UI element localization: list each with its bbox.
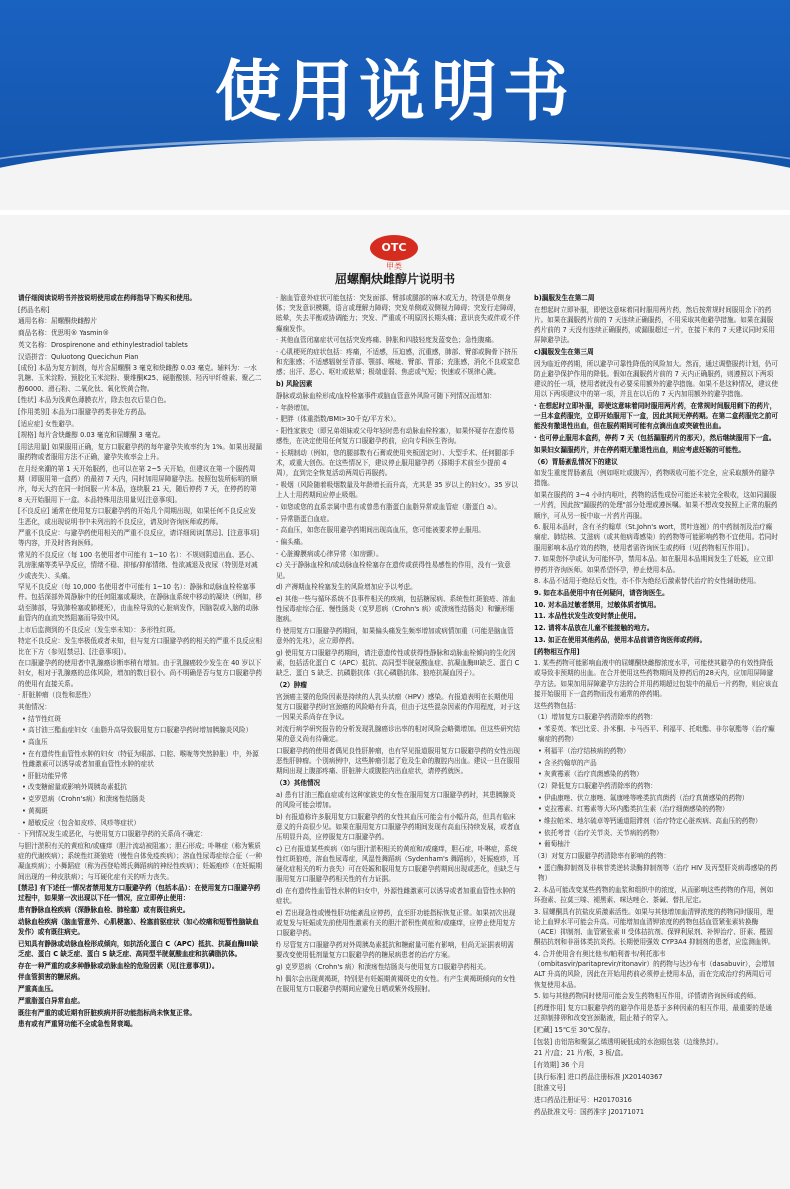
leaflet-paragraph: 商品名称：优思明® Yasmin® bbox=[18, 329, 110, 338]
leaflet-paragraph: · 下列情况发生或恶化，与使用复方口服避孕药的关系尚不确定： bbox=[18, 830, 207, 839]
leaflet-paragraph: 严重脂蛋白异常血症。 bbox=[18, 996, 84, 1005]
leaflet-paragraph: 1. 某些药物可能影响血液中的屈螺酮炔雌醇浓度水平，可能使其避孕的有效性降低或导致非预期的出血。在合并使用这些药物期间及停药后的28天内，应加用屏障避孕方法。如果加用屏障避孕方法的合并用药期超过包装中的最后一片药物，则应该直接开始服用下一盒药物而没有通常的停药期。 bbox=[534, 659, 778, 698]
leaflet-paragraph: • 依托考昔（治疗关节炎、关节病的药物） bbox=[534, 828, 778, 838]
leaflet-title: 屈螺酮炔雌醇片说明书 bbox=[334, 272, 455, 286]
leaflet-paragraph: 既往有严重的或近期有肝脏疾病并肝功能指标尚未恢复正常。 bbox=[18, 1008, 197, 1017]
leaflet-paragraph: 患有或有严重肾功能不全或急性肾衰竭。 bbox=[18, 1020, 137, 1029]
leaflet-paragraph: [不良反应] 通常在使用复方口服避孕药的开始几个周期出现，如果任何不良反应发生恶化，或出现说明书中未列出的不良反应，请及时咨询医师或药师。 bbox=[18, 507, 257, 526]
leaflet-paragraph: - 如您或您的直系亲属中患有或曾患有脂蛋白血脂异常或血管症（脂蛋白 a）。 bbox=[276, 502, 501, 511]
leaflet-paragraph: d) 产褥期血栓栓塞发生的风险增加应予以考虑。 bbox=[276, 583, 417, 592]
leaflet-paragraph: 严重高血压。 bbox=[18, 985, 58, 994]
leaflet-paragraph: 5. 如与其他药物同时使用可能会发生药物相互作用，详情请咨询医师或药师。 bbox=[534, 992, 760, 1001]
leaflet-paragraph: [适应症] 女性避孕。 bbox=[18, 419, 78, 428]
leaflet-paragraph: （3）其他情况 bbox=[276, 778, 321, 787]
leaflet-paragraph: · 脑血管意外症状可能包括：突发面部、臂部或腿部的麻木或无力，特别是单侧身体；突发意识模糊，语言或理解力障碍；突发单侧或双侧视力障碍；突发行走障碍，眩晕，失去平衡或协调能力；突发、严重或不明原因长期头痛；意识丧失或伴或不伴癫痫发作。 bbox=[276, 294, 520, 333]
leaflet-paragraph: 已知具有静脉或动脉血栓形成倾向，如抗活化蛋白 C（APC）抵抗、抗凝血酶III缺乏症、蛋白 C 缺乏症、蛋白 S 缺乏症、高同型半胱氨酸血症和抗磷脂抗体。 bbox=[18, 939, 259, 958]
leaflet-paragraph: • 苯妥英、苯巴比妥、扑米酮、卡马西平、利福平、托吡酯、非尔氨酯等（治疗癫痫症的药物） bbox=[534, 724, 778, 744]
leaflet-paragraph: c) 已有报道某些疾病（如与胆汁淤积相关的黄疸和/或瘙痒，胆石症，卟啉症，系统性红斑狼疮，溶血性尿毒症，风湿性舞蹈病（Sydenham's 舞蹈病），妊娠疱疹，耳硬化症相关的听力丧失）可在妊娠和服用复方口服避孕药期间出现或恶化，但缺乏与服用复方口服避孕药相关性的有力证据。 bbox=[276, 844, 520, 884]
leaflet-column-1 bbox=[18, 293, 262, 1173]
leaflet-paragraph: 常见的不良反应（每 100 名使用者中可能有 1~10 名）：不规则阴道出血、恶心、乳房胀痛等类早孕反应，情绪不稳、抑郁/抑郁情绪、性欲减退及夜尿（特别是对减少或丧失）、头痛。 bbox=[18, 551, 259, 580]
leaflet-paragraph: g) 克罗恩病（Crohn's 病）和溃疡性结肠炎与使用复方口服避孕药相关。 bbox=[276, 962, 490, 971]
leaflet-paragraph: 在月经来潮的第 1 天开始服药，也可以在第 2~5 天开始，但建议在第一个服药周期（即服用第一盒药）的最初 7 天内，同时加用屏障避孕法。按照包装所标明的顺序，每天大约在同一时间服一片本品，连续服 21 天，随后停药 7 天，在停药的第 8 天开始服用下一盒。本品特殊用法用量见[注意事项]。 bbox=[18, 465, 258, 504]
leaflet-paragraph: - 肥胖（体重指数/BMI>30千克/平方米）。 bbox=[276, 415, 401, 424]
leaflet-paragraph: 如果在服药的 3~4 小时内呕吐，药物的活性成份可能还未被完全吸收，这如同漏服一片药，因此按"漏服药的处理"部分处理或遵医嘱。如果不想改变按照上正常的服药顺序，可从另一板中取一片药片再服。 bbox=[534, 491, 778, 520]
leaflet-paragraph: - 异常脂蛋白血症。 bbox=[276, 514, 334, 523]
leaflet-paragraph: 进口药品注册证号：H20170316 bbox=[534, 1096, 632, 1105]
leaflet-paragraph: [包装] 由铝箔和聚氯乙烯透明硬低成的水泡眼包装（边缘热封）。 bbox=[534, 1037, 723, 1046]
leaflet-paragraph: 与胆汁淤积有关的黄疸和/或瘙痒（胆汁流动被阻塞）；胆石形成；卟啉症（称为紫质症的代谢疾病）；系统性红斑狼疮（慢性自体免疫疾病）；溶血性尿毒症综合征（一种凝血疾病）；小舞蹈症（称为西登哈姆氏舞蹈病的神经性疾病）；妊娠疱疹（在妊娠期间出现的一种皮肤病）；与耳硬化症有关的听力丧失。 bbox=[18, 841, 262, 881]
leaflet-paragraph: 宫颈癌主要的危险因素是持续的人乳头状瘤（HPV）感染。有报道表明在长期使用复方口服避孕药时宫颈癌的风险略有升高，但由于这些混杂因素的作用程度，对于这一因果关系尚存在争议。 bbox=[276, 692, 520, 722]
leaflet-paragraph: [成份] 本品为复方制剂，每片含屈螺酮 3 毫克和炔雌醇 0.03 毫克。辅料为：一水乳糖、玉米淀粉、预胶化玉米淀粉、聚维酮K25、硬脂酸镁、羟丙甲纤维素、聚乙二醇6000、滑石粉、二氧化钛、氧化铁黄合物。 bbox=[18, 364, 262, 393]
leaflet-paragraph: - 长期制动（例如，您的腿部数有石膏或使用夹板固定时）、大型手术、任何腿部手术，或重大创伤。在这些情况下，建议停止服用避孕药（择期手术前至少提前 4 周），直到完全恢复活动两周后再服药。 bbox=[276, 448, 515, 478]
leaflet-paragraph: 8. 本品不适用于绝经后女性，亦不作为绝经后激素替代治疗的女性辅助使用。 bbox=[534, 577, 760, 586]
leaflet-paragraph: c) 关于静脉血栓和/或动脉血栓栓塞存在遗传或获得性易感性的作用，没有一致意见。 bbox=[276, 561, 511, 580]
leaflet-paragraph: 4. 合并使用含有奥比他韦/帕利普韦/利托那韦（ombitasvir/paritaprevir/ritonavir）的药物与达沙布韦（dasabuvir），会增加 ALT 升高的风险，因此在开始用药前必须停止使用本品，而在完成治疗约两周后可恢复使用本品。 bbox=[534, 949, 775, 989]
leaflet-paragraph: - 心脏瓣膜病或心律异常（如房颤）。 bbox=[276, 549, 383, 558]
leaflet-paragraph: 2. 本品可能改变某些药物的血浆和组织中的浓度，从而影响这些药物的作用，例如环孢素、拉莫三嗪、褪黑素、咪达唑仑、茶碱、替扎尼定。 bbox=[534, 885, 774, 904]
otc-badge: OTC bbox=[370, 235, 418, 261]
leaflet-paragraph: 动脉血栓疾病（脑血管意外、心肌梗塞）、栓塞前驱症状（如心绞痛和短暂性脑缺血发作）或有既往病史。 bbox=[18, 917, 259, 937]
leaflet-paragraph: 如发生重度胃肠紊乱（例如呕吐或腹泻），药物吸收可能不完全，应采取额外的避孕措施。 bbox=[534, 469, 775, 488]
leaflet-paragraph: 口服避孕药的使用者偶见良性肝肿瘤，也有罕见报道服用复方口服避孕药的女性出现恶性肝肿瘤。个别病例中，这些肿瘤引起了危及生命的腹腔内出血。建议一旦在服用期间出现上腹部疼痛、肝脏肿大或腹腔内出血症状，请停药就医。 bbox=[276, 746, 520, 776]
leaflet-paragraph: - 吸烟（风险随着吸烟数量及年龄增长而升高，尤其是 35 岁以上的妇女）。35 岁以上人士用药期间应停止吸烟。 bbox=[276, 480, 518, 500]
leaflet-paragraph: · 肝脏肿瘤（良性和恶性） bbox=[18, 691, 95, 700]
leaflet-paragraph: • 伊曲康唑、伏立康唑、氟康唑等唑类抗真菌药（治疗真菌感染的药物） bbox=[534, 793, 778, 803]
leaflet-paragraph: • 灰黄霉素（治疗真菌感染的药物） bbox=[534, 769, 778, 779]
leaflet-paragraph: • 维拉帕米、地尔硫卓等钙通道阻滞剂（治疗特定心脏疾病、高血压的药物） bbox=[534, 816, 778, 826]
leaflet-paragraph: - 偏头痛。 bbox=[276, 537, 307, 546]
leaflet-paragraph: 其他情况： bbox=[18, 703, 51, 712]
leaflet-paragraph: - 阳性家族史（即兄弟姐妹或父母年轻时患有动脉血栓栓塞），如果怀疑存在遗传易感性，在决定使用任何复方口服避孕药前，应向专科医生咨询。 bbox=[276, 426, 515, 446]
leaflet-paragraph: • 高甘油三酯血症妇女（血脂升高导致服用复方口服避孕药时增加胰腺炎风险） bbox=[18, 725, 262, 735]
leaflet-paragraph: • 黄褐斑 bbox=[18, 806, 262, 816]
leaflet-paragraph: a) 患有甘油三酯血症或有这种家族史的女性在服用复方口服避孕药时，其患胰腺炎的风险可能会增加。 bbox=[276, 790, 516, 809]
leaflet-paragraph: 11. 本品性状发生改变时禁止使用。 bbox=[534, 612, 641, 621]
leaflet-paragraph: 6. 服用本品时，含有圣约翰草（St.John's wort，贯叶连翘）的中药制剂及治疗癫痫症、肺结核、艾滋病（或其他病毒感染）的药物等可能影响药物不宜使用。若同时服用影响本品疗效的药物，使用者需咨询医生或药师（见[药物相互作用]）。 bbox=[534, 523, 778, 552]
leaflet-paragraph: 7. 如果您怀孕或认为可能怀孕，禁用本品。如在服用本品期间发生了妊娠，应立即停药并咨询医师。如果希望怀孕，停止使用本品。 bbox=[534, 555, 774, 574]
leaflet-paragraph: 存在一种严重的或多种静脉或动脉血栓的危险因素（见[注意事项]）。 bbox=[18, 961, 219, 970]
leaflet-paragraph: f) 使用复方口服避孕药期间，如果偏头痛发生频率增加或病情加重（可能是脑血管意外的先兆），应立即停药。 bbox=[276, 627, 514, 646]
leaflet-paragraph: [用法用量] 如果服用正确，复方口服避孕药的每年避孕失败率约为 1%。如果出现漏服药物或者服用方法不正确，避孕失败率会上升。 bbox=[18, 443, 262, 462]
leaflet-paragraph: [药物相互作用] bbox=[534, 647, 580, 656]
leaflet-paragraph: 伴血管损害的糖尿病。 bbox=[18, 973, 84, 982]
leaflet-paragraph: e) 若出现急性或慢性肝功能紊乱应停药，直至肝功能指标恢复正常。如果初次出现或复发与妊娠或先前使用性激素有关的胆汁淤积性黄疸和/或瘙痒，应停止使用复方口服避孕药。 bbox=[276, 908, 516, 938]
leaflet-paragraph: · 也可停止服用本盒药，停药 7 天（包括漏服药片的那天），然后继续服用下一盒。 bbox=[534, 434, 776, 443]
leaflet-paragraph: 9. 如在本品使用中有任何疑问，请咨询医生。 bbox=[534, 588, 669, 597]
leaflet-columns bbox=[18, 293, 778, 1173]
leaflet-paragraph: g) 使用复方口服避孕药期间，请注意遗传性或获得性静脉和动脉血栓倾向的生化因素，包括活化蛋白 C（APC）抵抗、高同型半胱氨酸血症、抗凝血酶III缺乏、蛋白 C 缺乏、蛋白 S 缺乏、抗磷脂抗体（抗心磷脂抗体、狼疮抗凝血因子）。 bbox=[276, 649, 520, 678]
leaflet-paragraph: 在口服避孕药的使用者中乳腺癌诊断率稍有增加。由于乳腺癌较少发生在 40 岁以下妇女，相对于乳腺癌的总体风险，增加的数目很小。尚不明确是否与复方口服避孕药的使用有直接关系。 bbox=[18, 659, 262, 688]
banner-title: 使用说明书 bbox=[215, 53, 575, 130]
leaflet-paragraph: 21 片/盒；21 片/板，3 板/盒。 bbox=[534, 1049, 628, 1058]
leaflet-paragraph: • 克拉霉素、红霉素等大环内酯类抗生素（治疗细菌感染的药物） bbox=[534, 804, 778, 814]
leaflet-paragraph: [作用类别] 本品为口服避孕药类非处方药品。 bbox=[18, 408, 151, 417]
leaflet-paragraph: [贮藏] 15℃至 30℃保存。 bbox=[534, 1025, 615, 1034]
leaflet-paragraph: f) 尽管复方口服避孕药对外周胰岛素抵抗和糖耐量可能有影响，但尚无证据表明需要改变使用低剂量复方口服避孕药的糖尿病患者的治疗方案。 bbox=[276, 940, 514, 960]
leaflet-paragraph: 对流行病学研究报告的分析发现乳腺癌诊出率的相对风险会略微增加。但这些研究结果的意义尚有待确定。 bbox=[276, 724, 520, 744]
leaflet-column-2 bbox=[276, 293, 520, 1173]
leaflet-paragraph: [性状] 本品为浅黄色薄膜衣片，除去包衣后显白色。 bbox=[18, 396, 171, 405]
leaflet-paragraph: • 超敏反应（包含如皮疹、风疹等症状） bbox=[18, 818, 262, 828]
leaflet-paragraph: • 高血压 bbox=[18, 737, 262, 747]
leaflet-paragraph: （3）对复方口服避孕药清除率有影响的药物： bbox=[534, 852, 671, 861]
leaflet-sheet bbox=[0, 215, 790, 1189]
leaflet-paragraph: [有效期] 36 个月 bbox=[534, 1061, 585, 1070]
banner-wave bbox=[0, 140, 790, 210]
leaflet-paragraph: • 含圣约翰草的产品 bbox=[534, 758, 778, 768]
leaflet-paragraph: e) 其他一些与循环系统不良事件相关的疾病，包括糖尿病、系统性红斑狼疮、溶血性尿毒症综合征、慢性肠炎（克罗恩病（Crohn's 病）或溃疡性结肠炎）和镰形细胞病。 bbox=[276, 594, 516, 624]
leaflet-paragraph: 汉语拼音：Quluotong Quecichun Pian bbox=[18, 352, 139, 361]
leaflet-paragraph: （2）降低复方口服避孕药清除率的药物： bbox=[534, 781, 657, 790]
leaflet-paragraph: b) 有报道称许多服用复方口服避孕药的女性其血压可能会有小幅升高，但具有临床意义的升高很少见。如果在服用复方口服避孕药期间发现有高血压持续发展，或者血压明显升高，应停服复方口服避孕药。 bbox=[276, 812, 520, 841]
leaflet-paragraph: 患有静脉血栓疾病（深静脉血栓、肺栓塞）或有既往病史。 bbox=[18, 906, 190, 915]
leaflet-paragraph: 通用名称：屈螺酮炔雌醇片 bbox=[18, 317, 98, 326]
leaflet-paragraph: 英文名称：Drospirenone and ethinylestradiol tablets bbox=[18, 340, 188, 349]
leaflet-paragraph: [执行标准] 进口药品注册标准 JX20140367 bbox=[534, 1072, 663, 1081]
leaflet-paragraph: 10. 对本品过敏者禁用，过敏体质者慎用。 bbox=[534, 600, 661, 609]
leaflet-paragraph: • 在有遗传性血管性水肿的妇女（特征为眼部、口腔、喉咙等突然肿胀）中，外源性雌激素可以诱导或者加重血管性水肿的症状 bbox=[18, 749, 262, 769]
leaflet-paragraph: （6）胃肠紊乱情况下的建议 bbox=[534, 457, 618, 466]
leaflet-paragraph: 3. 屈螺酮具有抗盐皮质激素活性。如果与其他增加血清钾浓度的药物同时服用，理论上血钾水平可能会升高。可能增加血清钾浓度的药物包括血管紧张素转换酶（ACE）抑制剂、血管紧张素 II 受体拮抗剂、保钾利尿剂、补钾治疗、肝素、醛固酮拮抗剂和非甾体类抗炎药。长期使用强效 CYP3A4 抑制剂的患者，应监测血钾。 bbox=[534, 907, 775, 947]
leaflet-paragraph: （2）肿瘤 bbox=[276, 681, 307, 690]
leaflet-paragraph: 罕见不良反应（每 10,000 名使用者中可能有 1~10 名）：静脉和动脉血栓栓塞事件。包括深部外周静脉中的任何阻塞或凝块，在静脉血系统中移动的凝块（例如，移动至肺部，导致肺栓塞或肺梗死），由血栓导致的心脏病发作，因脑裂或入脑的动脉血管内的血流突然阻塞而导致中风。 bbox=[18, 583, 262, 622]
leaflet-paragraph: 因为临近停药期，所以避孕可靠性降低的风险加大。然而，通过调整服药计划，仍可防止避孕保护作用的降低。假如在漏服药片前的 7 天内正确服药，则遵照以下两项建议的任一项，使用者就没有必要采用额外的避孕措施。如果不是这种情况，建议使用以下两项建议中的第一项，并且在以后的 7 天内加用额外的避孕措施。 bbox=[534, 359, 778, 399]
leaflet-paragraph: • 利福平（治疗结核病的药物） bbox=[534, 746, 778, 756]
leaflet-paragraph: - 年龄增加。 bbox=[276, 403, 314, 412]
leaflet-paragraph: c)漏服发生在第三周 bbox=[534, 348, 594, 357]
leaflet-paragraph: [禁忌] 有下述任一情况者禁用复方口服避孕药（包括本品）：在使用复方口服避孕药过程中，如果第一次出现以下任一情况，应立即停止使用： bbox=[18, 884, 261, 903]
header-banner bbox=[0, 0, 790, 210]
leaflet-paragraph: 上市后监测到的不良反应（发生率未知）：多形性红斑。 bbox=[18, 625, 180, 634]
leaflet-paragraph: [药品名称] bbox=[18, 305, 50, 314]
leaflet-paragraph: 13. 如正在使用其他药品，使用本品前请咨询医师或药师。 bbox=[534, 635, 707, 644]
leaflet-paragraph: （1）增加复方口服避孕药清除率的药物： bbox=[534, 713, 657, 722]
leaflet-paragraph: • 肝脏功能异常 bbox=[18, 771, 262, 781]
leaflet-paragraph: • 克罗恩病（Crohn's病）和溃疡性结肠炎 bbox=[18, 794, 262, 804]
leaflet-paragraph: 静脉或动脉血栓形成/血栓栓塞事件或脑血管意外风险可随下列情况而增加： bbox=[276, 391, 496, 400]
leaflet-paragraph: · 其他血管闭塞症状可包括突发疼痛、肿胀和四肢轻度发蓝变色；急性腹痛。 bbox=[276, 336, 498, 345]
leaflet-paragraph: 12. 请将本品放在儿童不能接触的地方。 bbox=[534, 624, 654, 633]
leaflet-paragraph: 请仔细阅读说明书并按说明使用或在药师指导下购买和使用。 bbox=[18, 294, 197, 302]
leaflet-paragraph: 这些药物包括： bbox=[534, 701, 581, 710]
leaflet-paragraph: · 在想起时立即补服，即使这意味着同时服用两片药，在常规时间服用剩下的药片，一旦本盒药服完，立即开始服用下一盒，因此其间无停药期。在第二盒药服完之前可能没有撤退性出血，但在服药期间可能有点滴出血或突破性出血。 bbox=[534, 402, 778, 431]
leaflet-paragraph: 在想起时立即补服，即使这意味着同时服用两片药，然后按常规时间服用余下的药片。如果在漏服药片前的 7 天连续正确服药，不用采取其他避孕措施。如果在漏服药片前的 7 天没有连续正确服药，或漏服超过一片，在接下来的 7 天建议同时采用屏障避孕法。 bbox=[534, 305, 775, 345]
leaflet-paragraph: · 心肌梗死的症状包括：疼痛，不适感，压迫感，沉重感，肺部、臂部或胸骨下挤压和充胀感；不适感辐射至背部、颚部、喉咙、臂部、胃部；充胀感，消化不良或窒息感；出汗、恶心、呕吐或眩晕；极端虚弱、焦虑或气短；快速或不规律心跳。 bbox=[276, 348, 520, 377]
leaflet-paragraph: [批准文号] bbox=[534, 1084, 566, 1093]
leaflet-paragraph: • 葡萄柚汁 bbox=[534, 839, 778, 849]
leaflet-paragraph: • 蛋白酶抑制剂及非核苷类逆转录酶抑制剂等（治疗 HIV 及丙型肝炎病毒感染的药物） bbox=[534, 863, 778, 883]
leaflet-paragraph: b) 风险因素 bbox=[276, 380, 313, 389]
leaflet-paragraph: 特定不良反应：发生率极低或者未知，但与复方口服避孕药的相关的严重不良反应相比在下方（参见[禁忌]、[注意事项]）。 bbox=[18, 637, 262, 656]
leaflet-paragraph: h) 偶尔会出现黄褐斑，特别是有妊娠期黄褐斑史的女性。有产生黄褐斑倾向的女性在服用复方口服避孕药期间应避免日晒或紫外线照射。 bbox=[276, 974, 516, 993]
leaflet-paragraph: • 改变糖耐量或影响外周胰岛素抵抗 bbox=[18, 782, 262, 792]
leaflet-paragraph: 药品批准文号：国药准字 J20171071 bbox=[534, 1107, 645, 1116]
leaflet-paragraph: d) 在有遗传性血管性水肿的妇女中，外源性雌激素可以诱导或者加重血管性水肿的症状。 bbox=[276, 886, 516, 906]
leaflet-paragraph: 如果妇女漏服药片，并在停药期无撤退性出血，则应考虑妊娠的可能性。 bbox=[534, 445, 745, 454]
leaflet-paragraph: 严重不良反应：与避孕药使用相关的严重不良反应，请详细阅读[禁忌]、[注意事项]等内容，并及时咨询医师。 bbox=[18, 529, 260, 548]
leaflet-paragraph: [药理作用] 复方口服避孕药的避孕作用是基于多种因素的相互作用，最重要的是通过抑制排卵和改变宫颈黏液，阻止精子的穿入。 bbox=[534, 1004, 773, 1023]
leaflet-paragraph: b)漏服发生在第二周 bbox=[534, 294, 595, 302]
leaflet-paragraph: • 结节性红斑 bbox=[18, 714, 262, 724]
leaflet-paragraph: [规格] 每片含炔雌醇 0.03 毫克和屈螺酮 3 毫克。 bbox=[18, 431, 165, 440]
leaflet-column-3 bbox=[534, 293, 778, 1173]
leaflet-paragraph: - 高血压，如您在服用避孕药期间出现高血压，您可能被要求停止服用。 bbox=[276, 526, 485, 535]
otc-badge-class: 甲类 bbox=[386, 262, 402, 271]
